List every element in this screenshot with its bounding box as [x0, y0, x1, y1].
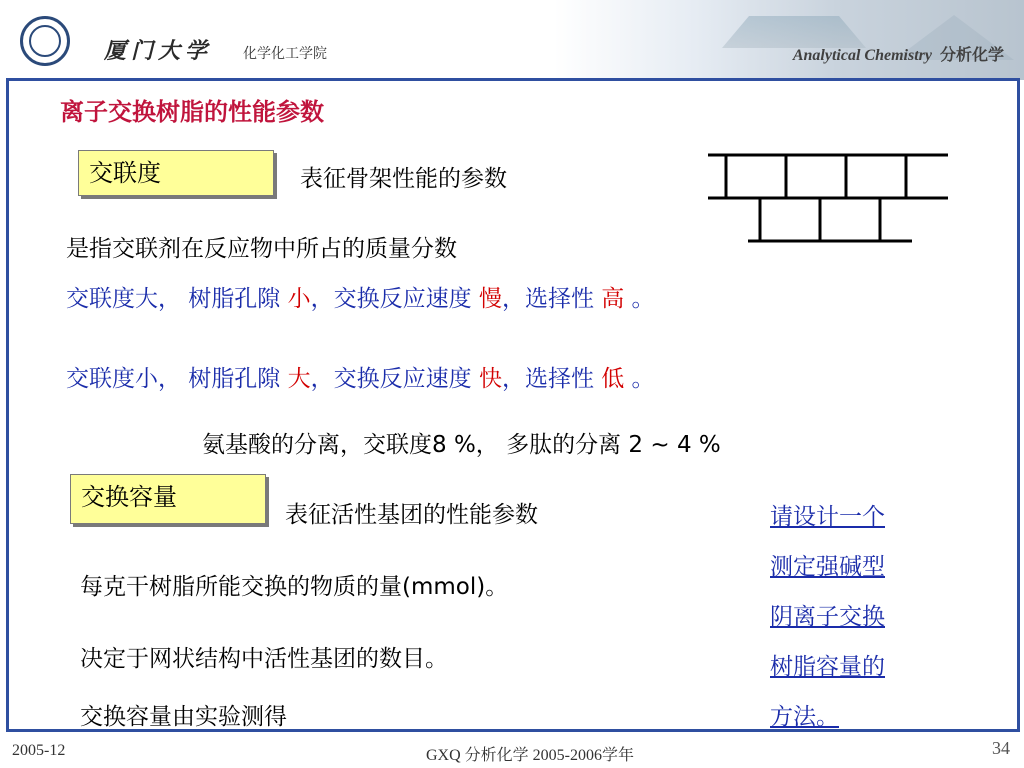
crosslink-low-line — [66, 360, 655, 393]
capacity-tag: 交换容量 — [70, 474, 266, 524]
line-text: 。 — [624, 366, 655, 392]
line-text: ，交换反应速度 — [310, 286, 479, 312]
capacity-desc: 表征活性基团的性能参数 — [285, 502, 538, 528]
exercise-question-link[interactable] — [770, 492, 950, 742]
university-seal-icon — [20, 16, 70, 66]
crosslink-desc: 表征骨架性能的参数 — [300, 166, 507, 192]
slide-header — [0, 0, 1024, 80]
capacity-definition: 每克干树脂所能交换的物质的量(mmol)。 — [80, 574, 509, 600]
line-text: ，交换反应速度 — [310, 366, 479, 392]
campus-photo — [554, 0, 1024, 80]
highlight-value: 高 — [601, 286, 625, 312]
capacity-measurement: 交换容量由实验测得 — [80, 704, 287, 730]
course-title-en: Analytical Chemistry — [792, 47, 932, 64]
footer-course-info: GXQ 分析化学 2005-2006学年 — [426, 747, 634, 764]
crosslink-network-diagram — [708, 152, 948, 247]
question-line: 测定强碱型 — [770, 554, 885, 580]
footer-date: 2005-12 — [12, 742, 66, 759]
capacity-determinant: 决定于网状结构中活性基团的数目。 — [80, 646, 448, 672]
page-number: 34 — [992, 738, 1010, 758]
question-line: 请设计一个 — [770, 504, 885, 530]
line-text: ，选择性 — [501, 366, 602, 392]
university-name: 厦门大学 — [104, 38, 213, 64]
question-line: 方法。 — [770, 704, 839, 730]
course-title-cn: 分析化学 — [939, 45, 1004, 64]
crosslink-high-line — [66, 280, 655, 313]
line-text: 交联度大， 树脂孔隙 — [66, 286, 288, 312]
highlight-value: 慢 — [478, 286, 502, 312]
crosslink-definition: 是指交联剂在反应物中所占的质量分数 — [66, 236, 457, 262]
department-name: 化学化工学院 — [243, 46, 327, 62]
highlight-value: 小 — [287, 286, 311, 312]
question-line: 阴离子交换 — [770, 604, 885, 630]
crosslink-example: 氨基酸的分离，交联度8 %， 多肽的分离 2 ~ 4 % — [202, 432, 721, 458]
line-text: 。 — [624, 286, 655, 312]
crosslink-tag: 交联度 — [78, 150, 274, 196]
highlight-value: 低 — [601, 366, 625, 392]
line-text: ，选择性 — [501, 286, 602, 312]
highlight-value: 大 — [287, 366, 311, 392]
highlight-value: 快 — [478, 366, 502, 392]
line-text: 交联度小， 树脂孔隙 — [66, 366, 288, 392]
course-title — [793, 42, 1004, 65]
slide-title: 离子交换树脂的性能参数 — [60, 98, 324, 126]
question-line: 树脂容量的 — [770, 654, 885, 680]
